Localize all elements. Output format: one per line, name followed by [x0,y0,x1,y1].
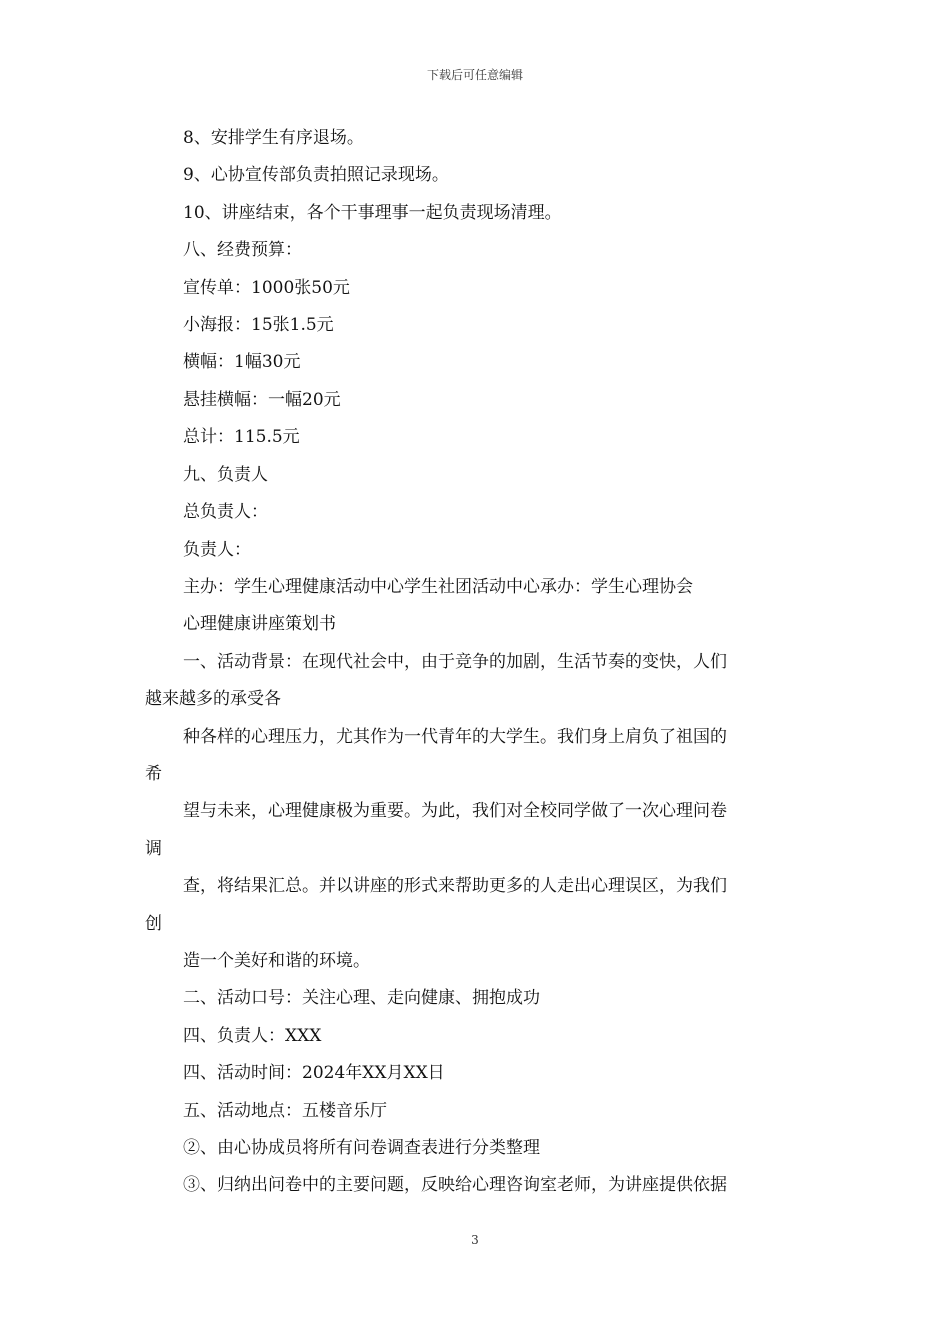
text-line: 主办：学生心理健康活动中心学生社团活动中心承办：学生心理协会 [183,577,693,597]
text-line: 宣传单：1000张50元 [183,278,350,298]
text-line: 造一个美好和谐的环境。 [183,951,370,971]
text-line: 二、活动口号：关注心理、走向健康、拥抱成功 [183,988,540,1008]
page-header: 下载后可任意编辑 [426,68,523,82]
document-title: 心理健康讲座策划书 [183,614,336,634]
text-line: 四、负责人：XXX [183,1026,322,1046]
text-line: 9、心协宣传部负责拍照记录现场。 [183,165,449,185]
text-line: 总计：115.5元 [183,427,300,447]
text-line: 调 [145,839,162,859]
text-line: 查，将结果汇总。并以讲座的形式来帮助更多的人走出心理误区，为我们 [183,876,727,896]
text-line: 8、安排学生有序退场。 [183,128,364,148]
text-line: 四、活动时间：2024年XX月XX日 [183,1063,445,1083]
page-number: 3 [471,1233,479,1247]
text-line: 悬挂横幅：一幅20元 [183,390,341,410]
text-line: 望与未来，心理健康极为重要。为此，我们对全校同学做了一次心理问卷 [183,801,727,821]
text-line: ②、由心协成员将所有问卷调查表进行分类整理 [183,1138,540,1158]
text-line: 总负责人： [183,502,268,522]
text-line: 10、讲座结束，各个干事理事一起负责现场清理。 [183,203,562,223]
text-line: 五、活动地点：五楼音乐厅 [183,1101,387,1121]
text-line: 越来越多的承受各 [145,689,281,709]
text-line: 一、活动背景：在现代社会中，由于竞争的加剧，生活节奏的变快，人们 [183,652,727,672]
text-line: ③、归纳出问卷中的主要问题，反映给心理咨询室老师，为讲座提供依据 [183,1175,727,1195]
text-line: 希 [145,764,162,784]
text-line: 小海报：15张1.5元 [183,315,334,335]
text-line: 横幅：1幅30元 [183,352,301,372]
text-line: 种各样的心理压力，尤其作为一代青年的大学生。我们身上肩负了祖国的 [183,727,727,747]
text-line: 创 [145,914,162,934]
section-heading: 九、负责人 [183,465,268,485]
text-line: 负责人： [183,540,251,560]
section-heading: 八、经费预算： [183,240,302,260]
